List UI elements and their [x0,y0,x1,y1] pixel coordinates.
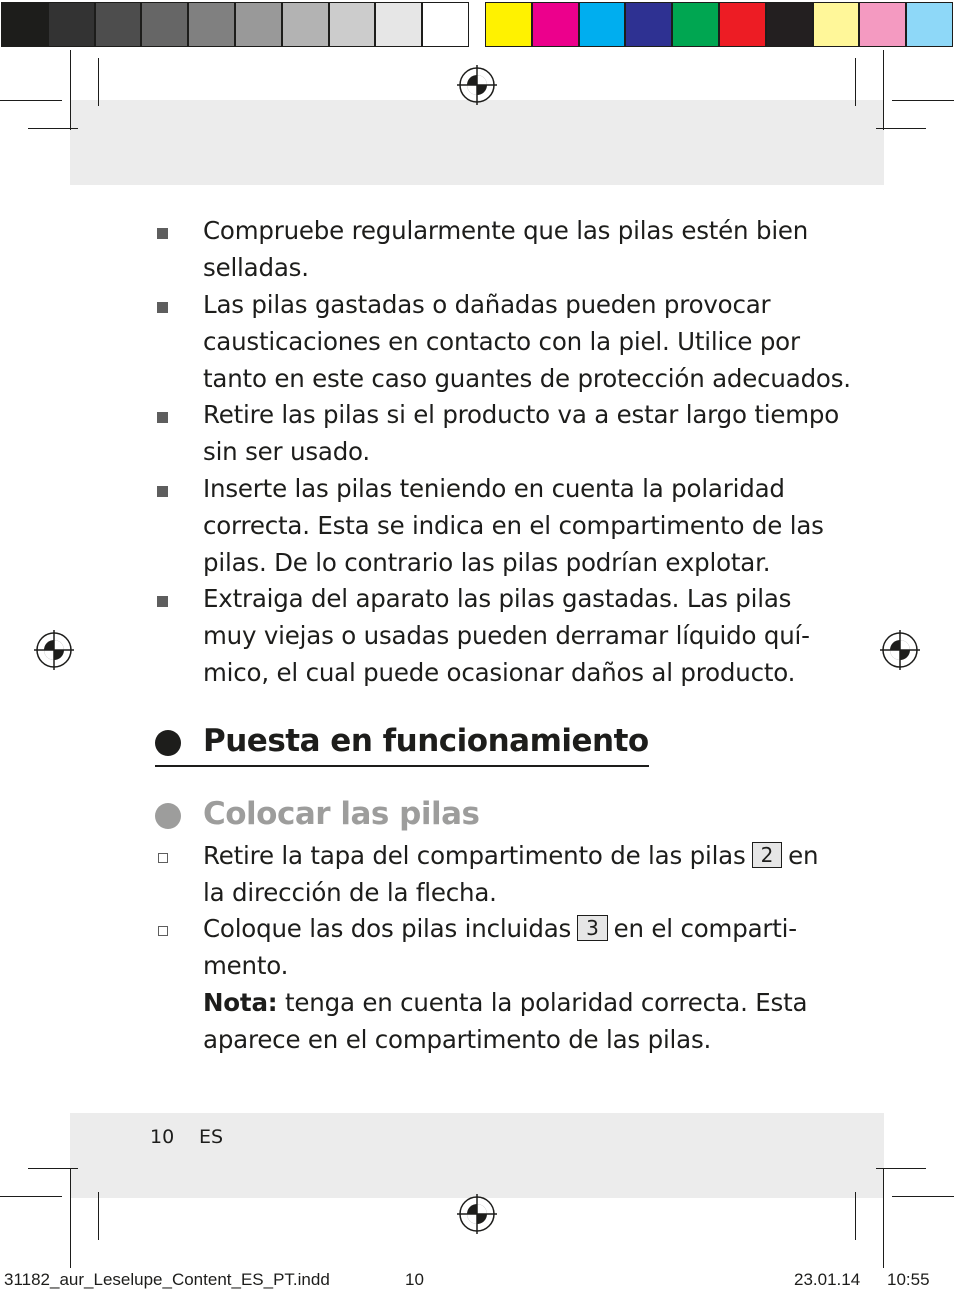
gray-swatch [282,2,329,47]
gray-swatch [422,2,469,47]
slug-time: 10:55 [887,1270,930,1289]
part-reference: 2 [752,842,783,868]
checkbox-bullet-icon [158,853,168,863]
bullet-square-icon [157,302,168,313]
color-swatch [672,2,719,47]
list-item: Extraiga del aparato las pilas gastadas. Las pilas muy viejas o usadas pueden derramar líquido quí- mico, el cual puede ocasionar daños al producto. [203,584,810,687]
gray-swatch [375,2,422,47]
heading-bullet-icon [155,803,181,829]
gray-swatch [1,2,48,47]
subsection-heading: Colocar las pilas [203,796,480,832]
list-item: Inserte las pilas teniendo en cuenta la polaridad correcta. Esta se indica en el compartimento de las pilas. De lo contrario las pilas podrían explotar. [203,474,824,577]
bullet-square-icon [157,228,168,239]
color-swatch [485,2,532,47]
gray-swatch [188,2,235,47]
color-swatch [766,2,813,47]
page-number: 10 [150,1126,175,1148]
slug-date: 23.01.14 [794,1270,861,1289]
checkbox-bullet-icon [158,926,168,936]
color-swatch [579,2,626,47]
note-label: Nota: [203,988,278,1017]
slug-page: 10 [405,1270,424,1289]
list-item: Las pilas gastadas o dañadas pueden provocar causticaciones en contacto con la piel. Utilice por tanto en este caso guantes de protección adecuados. [203,290,851,393]
language-code: ES [199,1126,224,1148]
registration-mark-icon [880,630,920,670]
heading-bullet-icon [155,730,181,756]
gray-swatch [235,2,282,47]
instruction-step: Coloque las dos pilas incluidas 3 en el comparti- mento. [203,914,797,980]
note: Nota: tenga en cuenta la polaridad correcta. Esta aparece en el compartimento de las pilas. [203,988,808,1054]
slug-filename: 31182_aur_Leselupe_Content_ES_PT.indd [4,1270,330,1289]
registration-mark-icon [34,630,74,670]
color-swatch [532,2,579,47]
bullet-square-icon [157,596,168,607]
bullet-square-icon [157,412,168,423]
header-band [70,100,884,185]
bullet-square-icon [157,486,168,497]
heading-underline [155,765,649,767]
footer-band [70,1113,884,1198]
color-swatch [813,2,860,47]
color-swatch [859,2,906,47]
color-swatch [906,2,953,47]
gray-swatch [141,2,188,47]
part-reference: 3 [577,915,608,941]
gray-swatch [48,2,95,47]
registration-mark-icon [457,65,497,105]
list-item: Compruebe regularmente que las pilas estén bien selladas. [203,216,809,282]
color-swatch [625,2,672,47]
list-item: Retire las pilas si el producto va a estar largo tiempo sin ser usado. [203,400,840,466]
gray-swatch [95,2,142,47]
registration-mark-icon [457,1194,497,1234]
gray-swatch [329,2,376,47]
section-heading: Puesta en funcionamiento [203,723,649,759]
color-swatch [719,2,766,47]
instruction-step: Retire la tapa del compartimento de las pilas 2 en la dirección de la flecha. [203,841,819,907]
